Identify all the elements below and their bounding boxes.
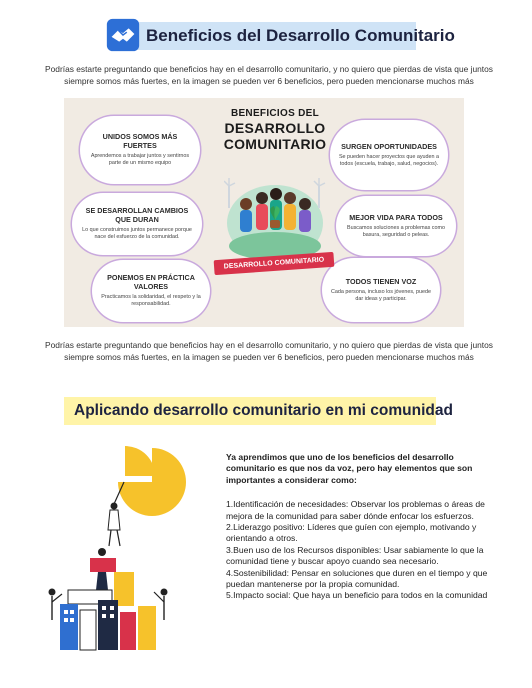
intro-paragraph: Podrías estarte preguntando que beneficios hay en el desarrollo comunitario, y no quiero que pierdas de vista que juntos siempre somos más fuertes, en la imagen se pueden ver 6 beneficios, pero pueden mencionarse muchos más [45,64,493,86]
infographic-title-line1: BENEFICIOS DEL [230,108,320,119]
benefit-text: Se pueden hacer proyectos que ayuden a todos (escuela, trabajo, salud, negocios). [338,154,440,167]
community-people-illustration [224,168,326,264]
benefit-cloud [92,260,210,322]
consideration-item: 3.Buen uso de los Recursos disponibles: Usar sabiamente lo que la comunidad tiene y buscar apoyo cuando sea necesario. [226,544,484,567]
community-building-illustration [40,442,190,652]
benefit-cloud [330,120,448,190]
caption-paragraph: Podrías estarte preguntando que beneficios hay en el desarrollo comunitario, y no quiero que pierdas de vista que juntos siempre somos más fuertes, en la imagen se pueden ver 6 beneficios, pero pueden mencionarse muchos más [45,340,493,362]
benefit-cloud [80,116,200,184]
page-title: Beneficios del Desarrollo Comunitario [146,26,455,45]
benefit-cloud [322,258,440,322]
section2-banner [64,397,453,425]
section2-title: Aplicando desarrollo comunitario en mi comunidad [74,402,453,419]
benefit-text: Lo que construimos juntos permanece porque nace del esfuerzo de la comunidad. [82,227,192,240]
infographic-title-line2: DESARROLLO [224,120,326,136]
benefit-text: Cada persona, incluso los jóvenes, puede dar ideas y participar. [330,289,432,302]
consideration-item: 4.Sostenibilidad: Pensar en soluciones que duren en el tiempo y que puedan mantenerse por la propia comunidad. [226,567,488,590]
benefit-heading: PONEMOS EN PRÁCTICA VALORES [107,273,195,291]
benefit-heading: SURGEN OPORTUNIDADES [341,141,437,151]
handshake-icon [104,16,142,54]
consideration-item: 2.Liderazgo positivo: Líderes que guíen con ejemplo, motivando y orientando a otros. [226,522,477,544]
benefit-text: Buscamos soluciones a problemas como basura, seguridad o peleas. [347,225,445,238]
consideration-item: 5.Impacto social: Que haya un beneficio para todos en la comunidad [226,590,488,601]
benefit-cloud [72,193,202,255]
title-banner [116,22,455,50]
infographic-title-line3: COMUNITARIO [223,136,327,152]
benefit-text: Practicamos la solidaridad, el respeto y la responsabilidad. [101,294,201,307]
considerations-lead: Ya aprendimos que uno de los beneficios del desarrollo comunitario es que nos da voz, pero hay elementos que son importantes a considerar como: [226,452,473,485]
considerations-text [226,452,488,602]
benefit-heading: SE DESARROLLAN CAMBIOS QUE DURAN [85,206,189,224]
benefit-text: Aprendemos a trabajar juntos y sentirnos parte de un mismo equipo [90,153,190,166]
infographic-ribbon: DESARROLLO COMUNITARIO [214,252,335,275]
infographic-title [220,108,330,152]
benefits-infographic [64,98,464,327]
benefit-heading: TODOS TIENEN VOZ [345,276,417,286]
benefit-heading: UNIDOS SOMOS MÁS FUERTES [102,132,178,150]
consideration-item: 1.Identificación de necesidades: Observar los problemas o áreas de mejora de la comunidad para saber dónde enfocar los esfuerzos. [226,499,485,521]
benefit-cloud [336,196,456,256]
benefit-heading: MEJOR VIDA PARA TODOS [349,212,443,222]
